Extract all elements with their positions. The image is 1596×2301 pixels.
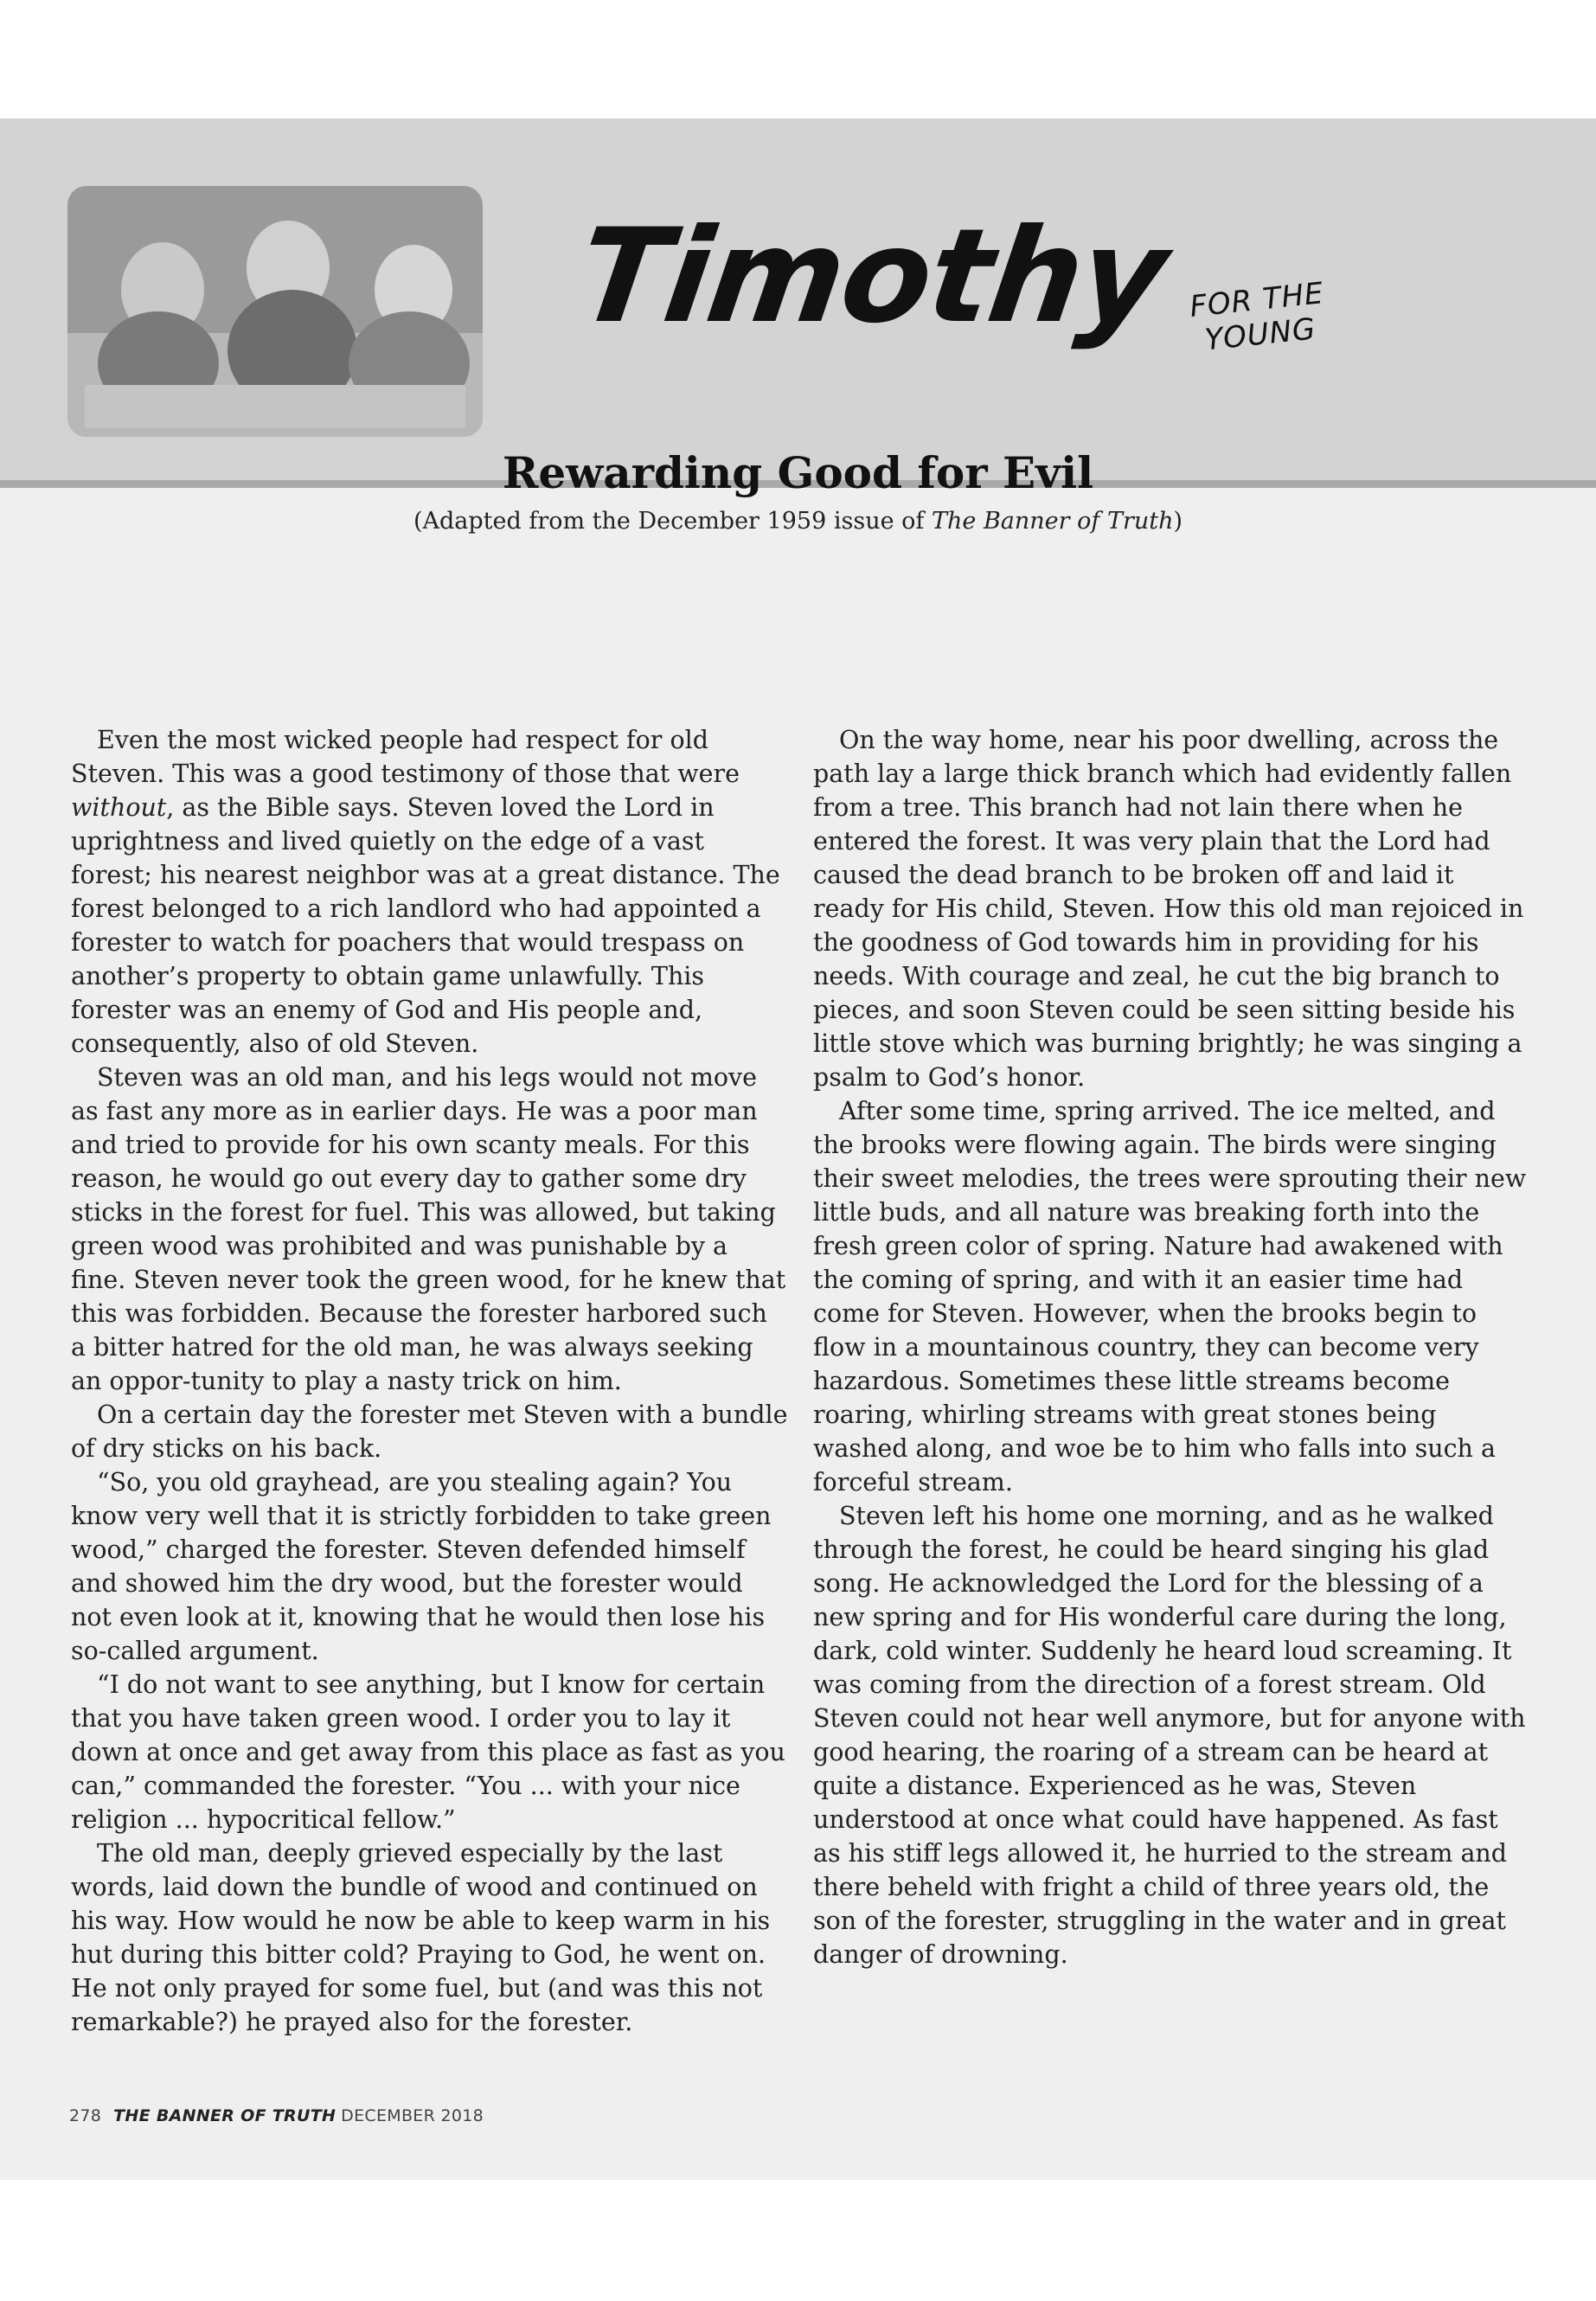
paragraph: “I do not want to see anything, but I know for certain that you have taken green wood. I order you to lay it down at once and get away from this place as fast as you can,” commanded the forester. “You ... with your nice religion ... hypocritical fellow.” — [71, 1670, 785, 1834]
paragraph-text: , as the Bible says. Steven loved the Lord in uprightness and lived quietly on the edge of a vast forest; his nearest neighbor was at a great distance. The forest belonged to a rich landlord who had appointed a forester to watch for poachers that would trespass on another’s property to obtain game unlawfully. This forester was an enemy of God and His people and, consequently, also of old Steven. — [71, 793, 780, 1058]
logo-subtitle: FOR THE YOUNG — [1188, 276, 1326, 358]
emphasis-text: without — [71, 793, 167, 822]
page-footer — [69, 2106, 484, 2125]
paragraph: After some time, spring arrived. The ice melted, and the brooks were flowing again. The birds were singing their sweet melodies, the trees were sprouting their new little buds, and all nature was breaking forth into the fresh green color of spring. Nature had awakened with the coming of spring, and with it an easier time had come for Steven. However, when the brooks begin to flow in a mountainous country, they can become very hazardous. Sometimes these little streams become roaring, whirling streams with great stones being washed along, and woe be to him who falls into such a forceful stream. — [813, 1097, 1527, 1497]
subtitle-source: The Banner of Truth — [931, 508, 1174, 535]
paragraph: Steven left his home one morning, and as he walked through the forest, he could be heard singing his glad song. He acknowledged the Lord for the blessing of a new spring and for His wonderful care during the long, dark, cold winter. Suddenly he heard loud screaming. It was coming from the direction of a forest stream. Old Steven could not hear well anymore, but for anyone with good hearing, the roaring of a stream can be heard at quite a distance. Experienced as he was, Steven understood at once what could have happened. As fast as his stiff legs allowed it, he hurried to the stream and there beheld with fright a child of three years old, the son of the forester, struggling in the water and in great danger of drowning. — [813, 1502, 1526, 1969]
paragraph — [71, 723, 789, 1061]
paragraph: On a certain day the forester met Steven with a bundle of dry sticks on his back. — [71, 1400, 788, 1463]
subtitle-suffix: ) — [1173, 508, 1183, 535]
issue-date: DECEMBER 2018 — [341, 2106, 484, 2125]
page-number: 278 — [69, 2106, 102, 2125]
logo-title: Timothy — [568, 202, 1175, 352]
magazine-name: THE BANNER OF TRUTH — [113, 2106, 337, 2125]
article-subtitle — [0, 508, 1596, 535]
paragraph: On the way home, near his poor dwelling, across the path lay a large thick branch which had evidently fallen from a tree. This branch had not lain there when he entered the forest. It was very plain that the Lord had caused the dead branch to be broken off and laid it ready for His child, Steven. How this old man rejoiced in the goodness of God towards him in providing for his needs. With courage and zeal, he cut the big branch to pieces, and soon Steven could be seen sitting beside his little stove which was burning brightly; he was singing a psalm to God’s honor. — [813, 726, 1524, 1092]
photo-illustration — [67, 186, 483, 437]
paragraph: The old man, deeply grieved especially by the last words, laid down the bundle of wood and continued on his way. How would he now be able to keep warm in his hut during this bitter cold? Praying to God, he went on. He not only prayed for some fuel, but (and was this not remarkable?) he prayed also for the forester. — [71, 1839, 771, 2036]
paragraph: “So, you old grayhead, are you stealing again? You know very well that it is strictly forbidden to take green wood,” charged the forester. Steven defended himself and showed him the dry wood, but the forester would not even look at it, knowing that he would then lose his so-called argument. — [71, 1468, 772, 1665]
paragraph: Steven was an old man, and his legs would not move as fast any more as in earlier days. He was a poor man and tried to provide for his own scanty meals. For this reason, he would go out every day to gather some dry sticks in the forest for fuel. This was allowed, but taking green wood was prohibited and was punishable by a fine. Steven never took the green wood, for he knew that this was forbidden. Because the forester harbored such a bitter hatred for the old man, he was always seeking an oppor-tunity to play a nasty trick on him. — [71, 1063, 786, 1395]
children-writing-photo-icon — [67, 186, 483, 437]
article-title: Rewarding Good for Evil — [502, 447, 1094, 498]
timothy-logo — [519, 202, 1367, 444]
left-column — [71, 723, 789, 2039]
header-banner — [0, 119, 1596, 480]
right-column — [813, 723, 1531, 1971]
subtitle-prefix: (Adapted from the December 1959 issue of — [413, 508, 932, 535]
paragraph-text: Even the most wicked people had respect for old Steven. This was a good testimony of those that were — [71, 726, 740, 788]
